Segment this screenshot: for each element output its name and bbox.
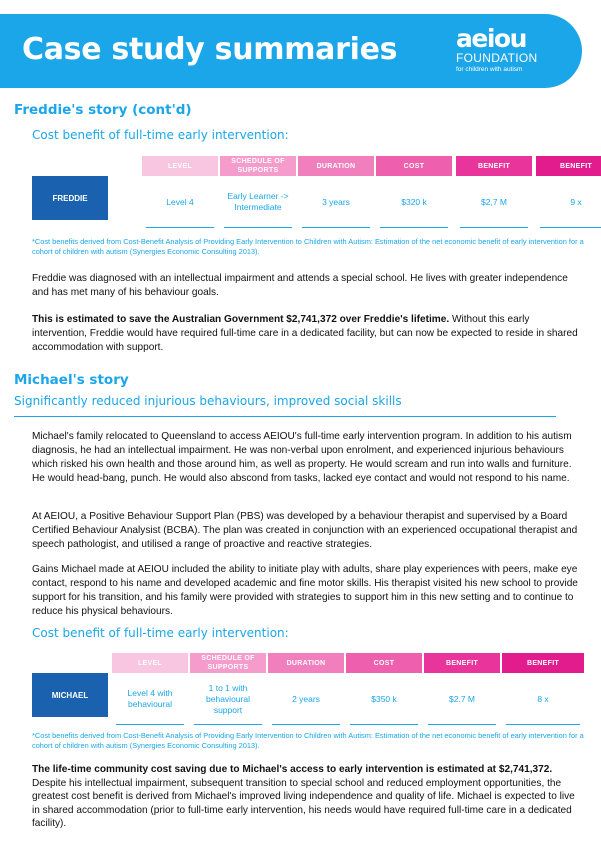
logo-tagline: for children with autism <box>456 66 523 73</box>
header-schedule: SCHEDULE OF SUPPORTS <box>190 653 266 673</box>
freddie-paragraph-2 <box>32 313 580 355</box>
header-schedule: SCHEDULE OF SUPPORTS <box>220 156 296 176</box>
freddie-footnote: *Cost benefits derived from Cost-Benefit Analysis of Providing Early Intervention to Children with Autism: Estimation of the net economic benefit of early intervention for a cohort of children with autism (Synergies Economic Consulting 2013). <box>32 237 584 256</box>
header-level: LEVEL <box>142 156 218 176</box>
value-benefit: $2,7 M <box>481 196 507 207</box>
header-cost: COST <box>376 156 452 176</box>
value-duration: 3 years <box>322 196 350 207</box>
value-benefit: $2.7 M <box>449 693 475 704</box>
cell-underline <box>460 227 528 228</box>
freddie-subheading: Cost benefit of full-time early intervention: <box>32 128 289 142</box>
michael-paragraph-1: Michael's family relocated to Queensland to access AEIOU's full-time early intervention program. In addition to his autism diagnosis, he had an intellectual impairment. He was non-verbal upon enrolment, and experienced injurious behaviours which risked his own health and those around him, as well as property. He would scream and run into walls and furniture. He would head-bang, punch. He would also abscond from tasks, lacked eye contact and would not respond to his name. <box>32 431 572 484</box>
value-level: Level 4 <box>166 196 194 207</box>
value-level: Level 4 with behavioural <box>127 688 173 709</box>
michael-paragraph-4-rest: Despite his intellectual impairment, subsequent transition to special school and reduced employment opportunities, the greatest cost benefit is derived from Michael's improved living independence and quality of life. Michael is expected to live in shared accommodation (prior to full-time early intervention, his needs would have required full-time care in a dedicated facility). <box>32 777 575 829</box>
freddie-cost-table <box>32 156 593 230</box>
header-benefit-ratio: BENEFIT <box>502 653 584 673</box>
value-benefit-ratio: 9 x <box>570 196 582 207</box>
value-benefit-ratio: 8 x <box>537 693 549 704</box>
michael-cost-table <box>32 653 584 727</box>
value-duration: 2 years <box>292 693 320 704</box>
cell-underline <box>350 724 418 725</box>
freddie-heading: Freddie's story (cont'd) <box>14 102 192 118</box>
value-schedule: 1 to 1 with behavioural support <box>206 682 250 715</box>
michael-paragraph-4 <box>32 763 580 831</box>
logo-word: FOUNDATION <box>456 51 538 65</box>
freddie-paragraph-1: Freddie was diagnosed with an intellectual impairment and attends a special school. He lives with greater independence and has met many of his behaviour goals. <box>32 273 568 298</box>
value-cost: $320 k <box>401 196 427 207</box>
michael-paragraph-3: Gains Michael made at AEIOU included the ability to initiate play with adults, share play experiences with peers, make eye contact, respond to his name and developed academic and fine motor skills. His therapist visited his new school to provide support for his transition, and his family were provided with strategies to support him in this new setting and to continue to reduce his physical behaviours. <box>32 564 578 617</box>
michael-paragraph-2: At AEIOU, a Positive Behaviour Support Plan (PBS) was developed by a behaviour therapist and supervised by a Board Certified Behaviour Analysist (BCBA). The plan was created in conjunction with an experienced occupational therapist and speech pathologist, and utilised a range of proactive and reactive strategies. <box>32 511 578 550</box>
row-name-freddie: FREDDIE <box>32 176 108 220</box>
michael-footnote: *Cost benefits derived from Cost-Benefit Analysis of Providing Early Intervention to Children with Autism: Estimation of the net economic benefit of early intervention for a cohort of children with autism (Synergies Economic Consulting 2013). <box>32 731 584 750</box>
header-banner <box>0 14 582 88</box>
header-level: LEVEL <box>112 653 188 673</box>
header-benefit: BENEFIT <box>424 653 500 673</box>
value-cost: $350 k <box>371 693 397 704</box>
michael-heading: Michael's story <box>14 372 129 388</box>
header-cost: COST <box>346 653 422 673</box>
michael-cost-subheading: Cost benefit of full-time early intervention: <box>32 626 289 640</box>
michael-subheading: Significantly reduced injurious behaviours, improved social skills <box>14 394 402 408</box>
michael-savings-statement: The life-time community cost saving due to Michael's access to early intervention is estimated at $2,741,372. <box>32 764 553 775</box>
freddie-savings-statement: This is estimated to save the Australian Government $2,741,372 over Freddie's lifetime. <box>32 314 450 325</box>
header-benefit: BENEFIT <box>456 156 532 176</box>
header-benefit-ratio: BENEFIT <box>536 156 601 176</box>
cell-underline <box>428 724 496 725</box>
cell-underline <box>146 227 214 228</box>
logo-mark: aeiou <box>456 24 526 53</box>
cell-underline <box>116 724 184 725</box>
aeiou-logo <box>456 26 537 74</box>
row-name-michael: MICHAEL <box>32 673 108 717</box>
cell-underline <box>194 724 262 725</box>
freddie-paragraph-2-rest: Without this early intervention, Freddie would have required full-time care in a dedicated facility, but can now be expected to reside in shared accommodation with support. <box>32 314 578 353</box>
value-schedule: Early Learner -> Intermediate <box>227 191 289 212</box>
header-duration: DURATION <box>268 653 344 673</box>
cell-underline <box>224 227 292 228</box>
header-duration: DURATION <box>298 156 374 176</box>
cell-underline <box>380 227 448 228</box>
page-title: Case study summaries <box>22 32 398 67</box>
cell-underline <box>302 227 370 228</box>
section-divider <box>14 416 556 417</box>
cell-underline <box>506 724 580 725</box>
cell-underline <box>272 724 340 725</box>
cell-underline <box>540 227 601 228</box>
